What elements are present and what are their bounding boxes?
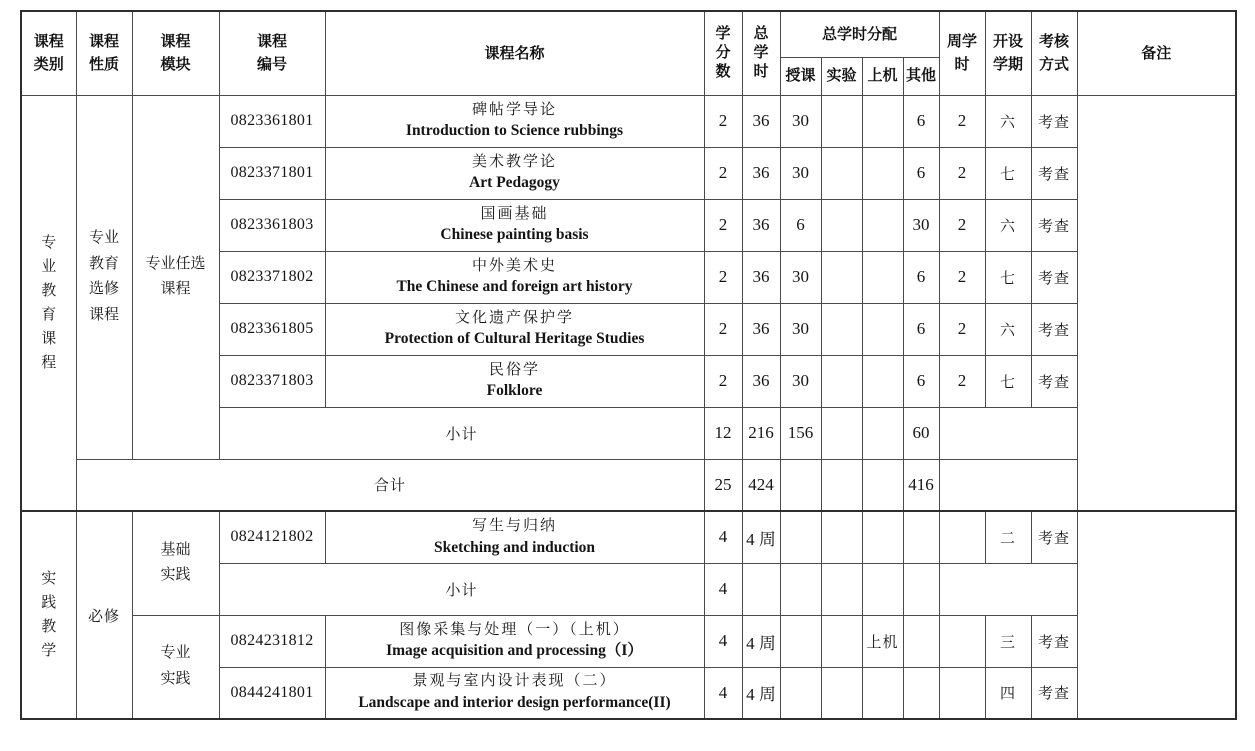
empty-merged-cell (939, 407, 1077, 459)
weekly-hours-cell: 2 (939, 251, 985, 303)
lecture-hours-cell (780, 511, 821, 563)
other-hours-cell (903, 563, 939, 615)
assessment-cell: 考查 (1031, 303, 1077, 355)
table-header (21, 11, 1236, 95)
total-hours-cell: 4 周 (742, 667, 780, 719)
assessment-cell: 考查 (1031, 95, 1077, 147)
course-name (325, 355, 704, 407)
col-header-category: 课程类别 (21, 11, 76, 95)
computer-hours-cell (862, 511, 903, 563)
credits-cell: 4 (704, 615, 742, 667)
course-code: 0823371803 (219, 355, 325, 407)
credits-cell: 12 (704, 407, 742, 459)
module-cell: 基础实践 (132, 511, 219, 615)
credits-cell: 25 (704, 459, 742, 511)
total-hours-cell: 4 周 (742, 511, 780, 563)
course-name-en: Art Pedagogy (469, 174, 560, 192)
computer-hours-cell (862, 303, 903, 355)
semester-cell: 六 (985, 95, 1031, 147)
col-header-computer: 上机 (862, 57, 903, 95)
total-hours-cell: 424 (742, 459, 780, 511)
assessment-cell: 考查 (1031, 355, 1077, 407)
col-header-other: 其他 (903, 57, 939, 95)
lecture-hours-cell (780, 459, 821, 511)
lecture-hours-cell (780, 615, 821, 667)
experiment-hours-cell (821, 511, 862, 563)
credits-cell: 4 (704, 563, 742, 615)
lecture-hours-cell (780, 563, 821, 615)
course-name-zh: 景观与室内设计表现（二） (412, 673, 617, 690)
lecture-hours-cell: 30 (780, 95, 821, 147)
computer-hours-cell (862, 199, 903, 251)
weekly-hours-cell: 2 (939, 95, 985, 147)
remarks-cell (1077, 511, 1236, 719)
credits-cell: 2 (704, 147, 742, 199)
experiment-hours-cell (821, 251, 862, 303)
computer-hours-cell (862, 355, 903, 407)
course-name-en: Sketching and induction (433, 538, 596, 556)
col-header-credits: 学分数 (704, 11, 742, 95)
computer-hours-cell (862, 459, 903, 511)
module-cell: 专业实践 (132, 615, 219, 719)
credits-cell: 2 (704, 251, 742, 303)
col-header-code: 课程编号 (219, 11, 325, 95)
weekly-hours-cell: 2 (939, 147, 985, 199)
course-name (325, 511, 704, 563)
course-code: 0823371802 (219, 251, 325, 303)
semester-cell: 二 (985, 511, 1031, 563)
total-hours-cell: 36 (742, 251, 780, 303)
computer-hours-cell: 上机 (862, 615, 903, 667)
category-cell: 专业教育课程 (21, 95, 76, 511)
course-name (325, 199, 704, 251)
subtotal-label-cell: 小计 (219, 407, 704, 459)
course-name (325, 615, 704, 667)
computer-hours-cell (862, 147, 903, 199)
course-name-zh: 民俗学 (488, 361, 540, 378)
course-name-en: Chinese painting basis (440, 226, 589, 244)
semester-cell: 七 (985, 355, 1031, 407)
experiment-hours-cell (821, 563, 862, 615)
empty-merged-cell (939, 459, 1077, 511)
col-header-remarks: 备注 (1077, 11, 1236, 95)
col-header-semester: 开设学期 (985, 11, 1031, 95)
experiment-hours-cell (821, 667, 862, 719)
course-code: 0824121802 (219, 511, 325, 563)
course-name-zh: 图像采集与处理（一）（上机） (399, 621, 630, 638)
total-hours-cell: 36 (742, 199, 780, 251)
other-hours-cell: 6 (903, 251, 939, 303)
experiment-hours-cell (821, 303, 862, 355)
other-hours-cell: 6 (903, 303, 939, 355)
semester-cell: 四 (985, 667, 1031, 719)
assessment-cell: 考查 (1031, 147, 1077, 199)
other-hours-cell: 416 (903, 459, 939, 511)
semester-cell: 六 (985, 199, 1031, 251)
col-header-name: 课程名称 (325, 11, 704, 95)
course-name-en: Image acquisition and processing（I） (386, 642, 643, 660)
total-label-cell: 合计 (76, 459, 704, 511)
credits-cell: 2 (704, 355, 742, 407)
weekly-hours-cell (939, 615, 985, 667)
col-header-assessment: 考核方式 (1031, 11, 1077, 95)
lecture-hours-cell: 156 (780, 407, 821, 459)
total-hours-cell (742, 563, 780, 615)
header-row-1 (21, 11, 1236, 57)
table-row (21, 511, 1236, 563)
semester-cell: 七 (985, 251, 1031, 303)
course-name-en: Landscape and interior design performance(II) (358, 694, 671, 712)
lecture-hours-cell (780, 667, 821, 719)
lecture-hours-cell: 30 (780, 147, 821, 199)
credits-cell: 4 (704, 511, 742, 563)
col-header-weekly-hours: 周学时 (939, 11, 985, 95)
course-name-en: Introduction to Science rubbings (405, 122, 624, 140)
course-code: 0824231812 (219, 615, 325, 667)
course-name (325, 667, 704, 719)
course-name-zh: 国画基础 (480, 205, 549, 222)
total-hours-cell: 36 (742, 95, 780, 147)
col-header-lecture: 授课 (780, 57, 821, 95)
experiment-hours-cell (821, 199, 862, 251)
total-hours-cell: 36 (742, 303, 780, 355)
col-header-nature: 课程性质 (76, 11, 132, 95)
grand-total-row (21, 459, 1236, 511)
experiment-hours-cell (821, 407, 862, 459)
subtotal-label-cell: 小计 (219, 563, 704, 615)
col-header-total-hours: 总学时 (742, 11, 780, 95)
experiment-hours-cell (821, 95, 862, 147)
credits-cell: 2 (704, 95, 742, 147)
credits-cell: 4 (704, 667, 742, 719)
assessment-cell: 考查 (1031, 511, 1077, 563)
computer-hours-cell (862, 95, 903, 147)
assessment-cell: 考查 (1031, 251, 1077, 303)
experiment-hours-cell (821, 147, 862, 199)
course-name (325, 251, 704, 303)
lecture-hours-cell: 30 (780, 251, 821, 303)
assessment-cell: 考查 (1031, 615, 1077, 667)
table-row (21, 95, 1236, 147)
curriculum-table (20, 10, 1237, 720)
course-name-zh: 文化遗产保护学 (454, 309, 574, 326)
course-name-en: Folklore (486, 382, 543, 400)
col-header-module: 课程模块 (132, 11, 219, 95)
weekly-hours-cell (939, 511, 985, 563)
course-code: 0823361803 (219, 199, 325, 251)
other-hours-cell: 30 (903, 199, 939, 251)
weekly-hours-cell: 2 (939, 355, 985, 407)
course-code: 0823361805 (219, 303, 325, 355)
module-cell: 专业任选课程 (132, 95, 219, 459)
semester-cell: 六 (985, 303, 1031, 355)
total-hours-cell: 216 (742, 407, 780, 459)
col-header-hours-distribution: 总学时分配 (780, 11, 939, 57)
weekly-hours-cell (939, 667, 985, 719)
computer-hours-cell (862, 667, 903, 719)
empty-merged-cell (939, 563, 1077, 615)
course-name-zh: 碑帖学导论 (471, 101, 557, 118)
experiment-hours-cell (821, 459, 862, 511)
nature-cell: 专业教育选修课程 (76, 95, 132, 459)
credits-cell: 2 (704, 303, 742, 355)
total-hours-cell: 36 (742, 147, 780, 199)
other-hours-cell: 6 (903, 95, 939, 147)
course-name-en: Protection of Cultural Heritage Studies (384, 330, 645, 348)
course-name (325, 95, 704, 147)
weekly-hours-cell: 2 (939, 303, 985, 355)
other-hours-cell (903, 667, 939, 719)
course-code: 0823371801 (219, 147, 325, 199)
total-hours-cell: 4 周 (742, 615, 780, 667)
col-header-experiment: 实验 (821, 57, 862, 95)
total-hours-cell: 36 (742, 355, 780, 407)
course-name-zh: 写生与归纳 (471, 517, 557, 534)
lecture-hours-cell: 6 (780, 199, 821, 251)
weekly-hours-cell: 2 (939, 199, 985, 251)
other-hours-cell: 6 (903, 147, 939, 199)
nature-cell: 必修 (76, 511, 132, 719)
table-row (21, 615, 1236, 667)
course-code: 0823361801 (219, 95, 325, 147)
computer-hours-cell (862, 251, 903, 303)
computer-hours-cell (862, 407, 903, 459)
other-hours-cell: 60 (903, 407, 939, 459)
semester-cell: 三 (985, 615, 1031, 667)
other-hours-cell (903, 511, 939, 563)
course-name-en: The Chinese and foreign art history (396, 278, 633, 296)
semester-cell: 七 (985, 147, 1031, 199)
course-name (325, 147, 704, 199)
assessment-cell: 考查 (1031, 199, 1077, 251)
course-name-zh: 美术教学论 (471, 153, 557, 170)
remarks-cell (1077, 95, 1236, 511)
lecture-hours-cell: 30 (780, 303, 821, 355)
computer-hours-cell (862, 563, 903, 615)
assessment-cell: 考查 (1031, 667, 1077, 719)
experiment-hours-cell (821, 615, 862, 667)
course-name-zh: 中外美术史 (471, 257, 557, 274)
credits-cell: 2 (704, 199, 742, 251)
course-name (325, 303, 704, 355)
lecture-hours-cell: 30 (780, 355, 821, 407)
other-hours-cell: 6 (903, 355, 939, 407)
other-hours-cell (903, 615, 939, 667)
experiment-hours-cell (821, 355, 862, 407)
category-cell: 实践教学 (21, 511, 76, 719)
course-code: 0844241801 (219, 667, 325, 719)
